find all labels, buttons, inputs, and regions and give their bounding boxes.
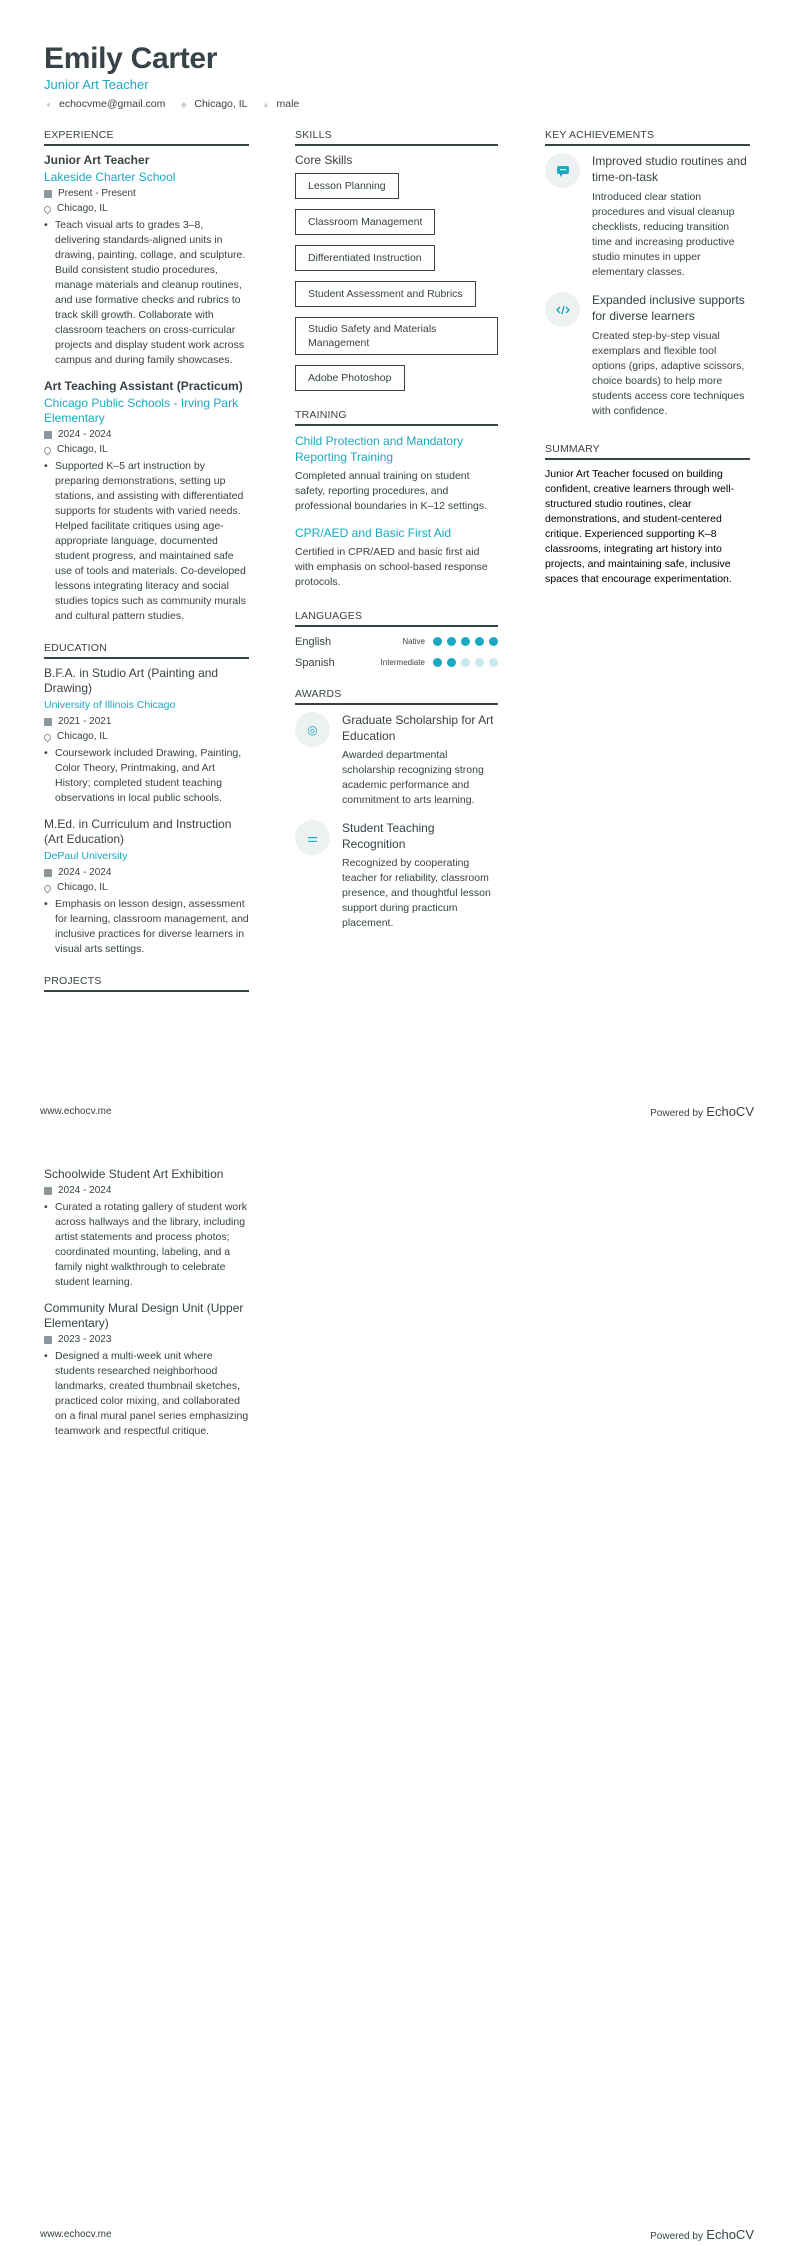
summary-heading: SUMMARY [545, 443, 750, 460]
experience-heading: EXPERIENCE [44, 129, 249, 146]
brand-name: EchoCV [706, 1104, 754, 1119]
footer-site-link[interactable]: www.echocv.me [40, 2229, 112, 2240]
training-description: Certified in CPR/AED and basic first aid with emphasis on school-based response protocols. [295, 546, 488, 588]
school: University of Illinois Chicago [44, 699, 176, 711]
email-icon: ● [46, 99, 51, 109]
location-pin-icon [43, 445, 53, 455]
award-description: Recognized by cooperating teacher for reliability, classroom presence, and thoughtful lesson support during practicum placement. [342, 857, 491, 929]
job-dates [44, 429, 249, 441]
proficiency-dots [433, 637, 498, 646]
training-title: Child Protection and Mandatory Reporting Training [295, 434, 464, 464]
person-icon: ▲ [262, 99, 270, 109]
training-description: Completed annual training on student safety, reporting procedures, and professional boundaries in K–12 settings. [295, 470, 488, 512]
job-title: Art Teaching Assistant (Practicum) [44, 379, 243, 393]
achievement-item [545, 292, 750, 419]
education-heading: EDUCATION [44, 642, 249, 659]
contact-gender [261, 98, 299, 110]
candidate-name: Emily Carter [44, 42, 218, 75]
proficiency-dot-filled [447, 658, 456, 667]
proficiency-dot-filled [433, 658, 442, 667]
school: DePaul University [44, 850, 128, 862]
edu-location [44, 882, 249, 894]
calendar-icon [44, 1336, 52, 1344]
location-text: Chicago, IL [194, 98, 248, 110]
proficiency-dot-empty [475, 658, 484, 667]
skills-list [295, 173, 498, 401]
degree: M.Ed. in Curriculum and Instruction (Art Education) [44, 817, 232, 846]
employer: Lakeside Charter School [44, 170, 176, 184]
skill-tag: Lesson Planning [295, 173, 399, 199]
skill-tag: Student Assessment and Rubrics [295, 281, 476, 307]
training-heading: TRAINING [295, 409, 498, 426]
proficiency-dot-filled [475, 637, 484, 646]
contact-row [44, 98, 299, 110]
left-column [44, 129, 249, 999]
job-dates [44, 188, 249, 200]
project-title: Community Mural Design Unit (Upper Elementary) [44, 1301, 244, 1330]
skill-tag: Differentiated Instruction [295, 245, 435, 271]
language-name: Spanish [295, 656, 335, 669]
skill-tag: Adobe Photoshop [295, 365, 405, 391]
left-column-continued [44, 1167, 249, 1439]
achievement-description: Created step-by-step visual exemplars and flexible tool options (grips, adaptive scissors, choice boards) to help more students access core techniques with confidence. [592, 330, 745, 417]
location-pin-icon [43, 732, 53, 742]
proficiency-dot-empty [489, 658, 498, 667]
language-row [295, 655, 498, 670]
proficiency-dot-filled [447, 637, 456, 646]
footer-site-link[interactable]: www.echocv.me [40, 1106, 112, 1117]
award-title: Graduate Scholarship for Art Education [342, 713, 494, 743]
education-entry [44, 817, 249, 957]
powered-by-label: Powered by [650, 2231, 703, 2242]
skills-group-title: Core Skills [295, 153, 353, 167]
project-dates-text: 2023 - 2023 [58, 1334, 112, 1345]
calendar-icon [44, 869, 52, 877]
project-title: Schoolwide Student Art Exhibition [44, 1167, 224, 1181]
page-footer [40, 2227, 754, 2242]
page-footer [40, 1104, 754, 1119]
edu-location-text: Chicago, IL [57, 882, 108, 893]
language-row [295, 634, 498, 649]
edu-dates-text: 2024 - 2024 [58, 867, 112, 878]
candidate-role: Junior Art Teacher [44, 77, 149, 92]
training-title: CPR/AED and Basic First Aid [295, 526, 452, 540]
job-location [44, 203, 249, 215]
right-column [545, 129, 750, 587]
training-entry [295, 433, 498, 514]
projects-heading: PROJECTS [44, 975, 249, 992]
job-location [44, 444, 249, 456]
award-item [295, 712, 498, 808]
edu-dates [44, 867, 249, 879]
proficiency-dot-filled [489, 637, 498, 646]
project-dates-text: 2024 - 2024 [58, 1185, 112, 1196]
job-dates-text: Present - Present [58, 188, 136, 199]
project-dates [44, 1334, 249, 1346]
location-pin-icon [43, 204, 53, 214]
language-level: Intermediate [380, 658, 425, 667]
calendar-icon [44, 431, 52, 439]
brand-name: EchoCV [706, 2227, 754, 2242]
awards-heading: AWARDS [295, 688, 498, 705]
edu-dates [44, 716, 249, 728]
edu-location-text: Chicago, IL [57, 731, 108, 742]
job-location-text: Chicago, IL [57, 444, 108, 455]
middle-column [295, 129, 498, 943]
proficiency-dots [433, 658, 498, 667]
education-entry [44, 666, 249, 806]
job-title: Junior Art Teacher [44, 153, 150, 167]
sliders-icon: ⚌ [295, 820, 330, 855]
calendar-icon [44, 718, 52, 726]
proficiency-dot-empty [461, 658, 470, 667]
skill-tag: Classroom Management [295, 209, 435, 235]
skill-tag: Studio Safety and Materials Management [295, 317, 498, 355]
footer-brand [650, 2227, 754, 2242]
achievement-item [545, 153, 750, 280]
award-description: Awarded departmental scholarship recognizing strong academic performance and commitment to arts learning. [342, 749, 484, 806]
project-description: • Curated a rotating gallery of student work across hallways and the library, including artist statements and process photos; coordinated mounting, labeling, and a family night walkthrough to celebrate student learning. [44, 1200, 249, 1290]
contact-email[interactable] [44, 98, 165, 110]
edu-location [44, 731, 249, 743]
location-pin-icon: ◆ [180, 99, 187, 109]
location-pin-icon [43, 883, 53, 893]
project-dates [44, 1185, 249, 1197]
edu-dates-text: 2021 - 2021 [58, 716, 112, 727]
edu-description: • Coursework included Drawing, Painting, Color Theory, Printmaking, and Art History; completed student teaching observations in local public schools. [44, 746, 249, 806]
code-icon [545, 292, 580, 327]
achievement-title: Expanded inclusive supports for diverse learners [592, 293, 745, 323]
experience-entry [44, 153, 249, 368]
achievements-heading: KEY ACHIEVEMENTS [545, 129, 750, 146]
calendar-icon [44, 1187, 52, 1195]
project-entry [44, 1167, 249, 1290]
email-text: echocvme@gmail.com [59, 98, 166, 110]
project-description: • Designed a multi-week unit where students researched neighborhood landmarks, created thumbnail sketches, practiced color mixing, and collaborated on a final mural panel series emphasizing teamwork and respectful critique. [44, 1349, 249, 1439]
job-dates-text: 2024 - 2024 [58, 429, 112, 440]
footer-brand [650, 1104, 754, 1119]
project-entry [44, 1301, 249, 1439]
languages-heading: LANGUAGES [295, 610, 498, 627]
award-item [295, 820, 498, 931]
skills-heading: SKILLS [295, 129, 498, 146]
calendar-icon [44, 190, 52, 198]
experience-entry [44, 379, 249, 624]
proficiency-dot-filled [433, 637, 442, 646]
edu-description: • Emphasis on lesson design, assessment for learning, classroom management, and inclusive practices for diverse learners in visual arts settings. [44, 897, 249, 957]
language-name: English [295, 635, 332, 648]
summary-text: Junior Art Teacher focused on building confident, creative learners through well-structured studio routines, clear demonstrations, and student-centered critique. Experienced supporting K–8 classrooms, integrating art history into projects, and maintaining safe, inclusive spaces that encourage experimentation. [545, 468, 735, 585]
job-location-text: Chicago, IL [57, 203, 108, 214]
employer: Chicago Public Schools - Irving Park Elementary [44, 396, 239, 425]
powered-by-label: Powered by [650, 1108, 703, 1119]
gender-text: male [276, 98, 300, 110]
training-entry [295, 525, 498, 590]
award-title: Student Teaching Recognition [342, 821, 435, 851]
contact-location [179, 98, 247, 110]
degree: B.F.A. in Studio Art (Painting and Drawing) [44, 666, 219, 695]
language-level: Native [402, 637, 425, 646]
job-description: • Teach visual arts to grades 3–8, delivering standards-aligned units in drawing, painting, collage, and sculpture. Build consistent studio procedures, manage materials and cleanup routines, and use formative checks and rubrics to track skill growth. Collaborate with classroom teachers on cross-curricular projects and display student work across campus and during family showcases. [44, 218, 249, 368]
chat-bubble-icon [545, 153, 580, 188]
proficiency-dot-filled [461, 637, 470, 646]
achievement-title: Improved studio routines and time-on-task [592, 154, 747, 184]
achievement-description: Introduced clear station procedures and visual cleanup checklists, reducing transition time and increasing productive studio minutes in upper elementary classes. [592, 191, 735, 278]
target-icon: ◎ [295, 712, 330, 747]
job-description: • Supported K–5 art instruction by preparing demonstrations, setting up stations, and assisting with differentiated supports for students with varied needs. Helped facilitate critiques using age-appropriate language, documented student progress, and maintained safe use of tools and materials. Co-developed lessons integrating literacy and social studies topics such as community murals and cultural pattern studies. [44, 459, 249, 624]
resume-page-2 [0, 1123, 794, 2246]
